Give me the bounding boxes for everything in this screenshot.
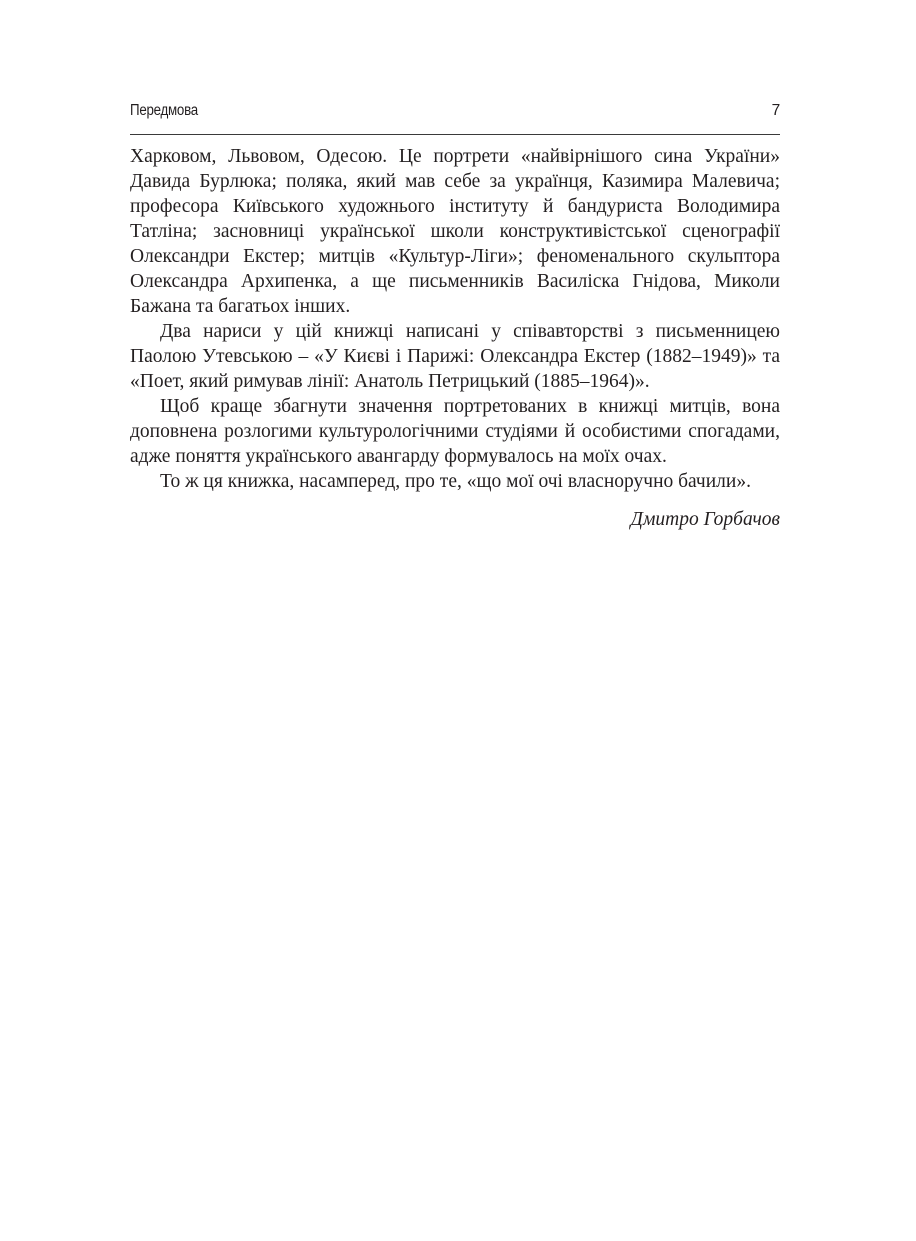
running-header bbox=[130, 100, 780, 135]
paragraph: Щоб краще збагнути значення портретованих в книжці митців, вона доповнена розлогими культурологічними студіями й особистими спогадами, адже поняття українського авангарду формувалось на моїх очах. bbox=[130, 396, 780, 467]
author-signature: Дмитро Горбачов bbox=[630, 509, 780, 530]
section-title: Передмова bbox=[130, 102, 198, 119]
page-number: 7 bbox=[771, 102, 780, 119]
book-page bbox=[130, 0, 780, 1241]
body-text bbox=[130, 144, 780, 532]
paragraph: Два нариси у цій книжці написані у співавторстві з письменницею Паолою Утевською – «У Києві і Парижі: Олександра Екстер (1882–1949)» та «Поет, який римував лінії: Анатоль Петрицький (1885–1964)». bbox=[130, 321, 780, 392]
paragraph-continuation: Харковом, Львовом, Одесою. Це портрети «найвірнішого сина України» Давида Бурлюка; поляка, який мав себе за українця, Казимира Малевича; професора Київського художнього інституту й бандуриста Володимира Татліна; засновниці української школи конструктивістської сценографії Олександри Екстер; митців «Культур-Ліги»; феноменального скульптора Олександра Архипенка, а ще письменників Василіска Гнідова, Миколи Бажана та багатьох інших. bbox=[130, 146, 780, 317]
paragraph: То ж ця книжка, насамперед, про те, «що мої очі власноручно бачили». bbox=[160, 471, 751, 492]
